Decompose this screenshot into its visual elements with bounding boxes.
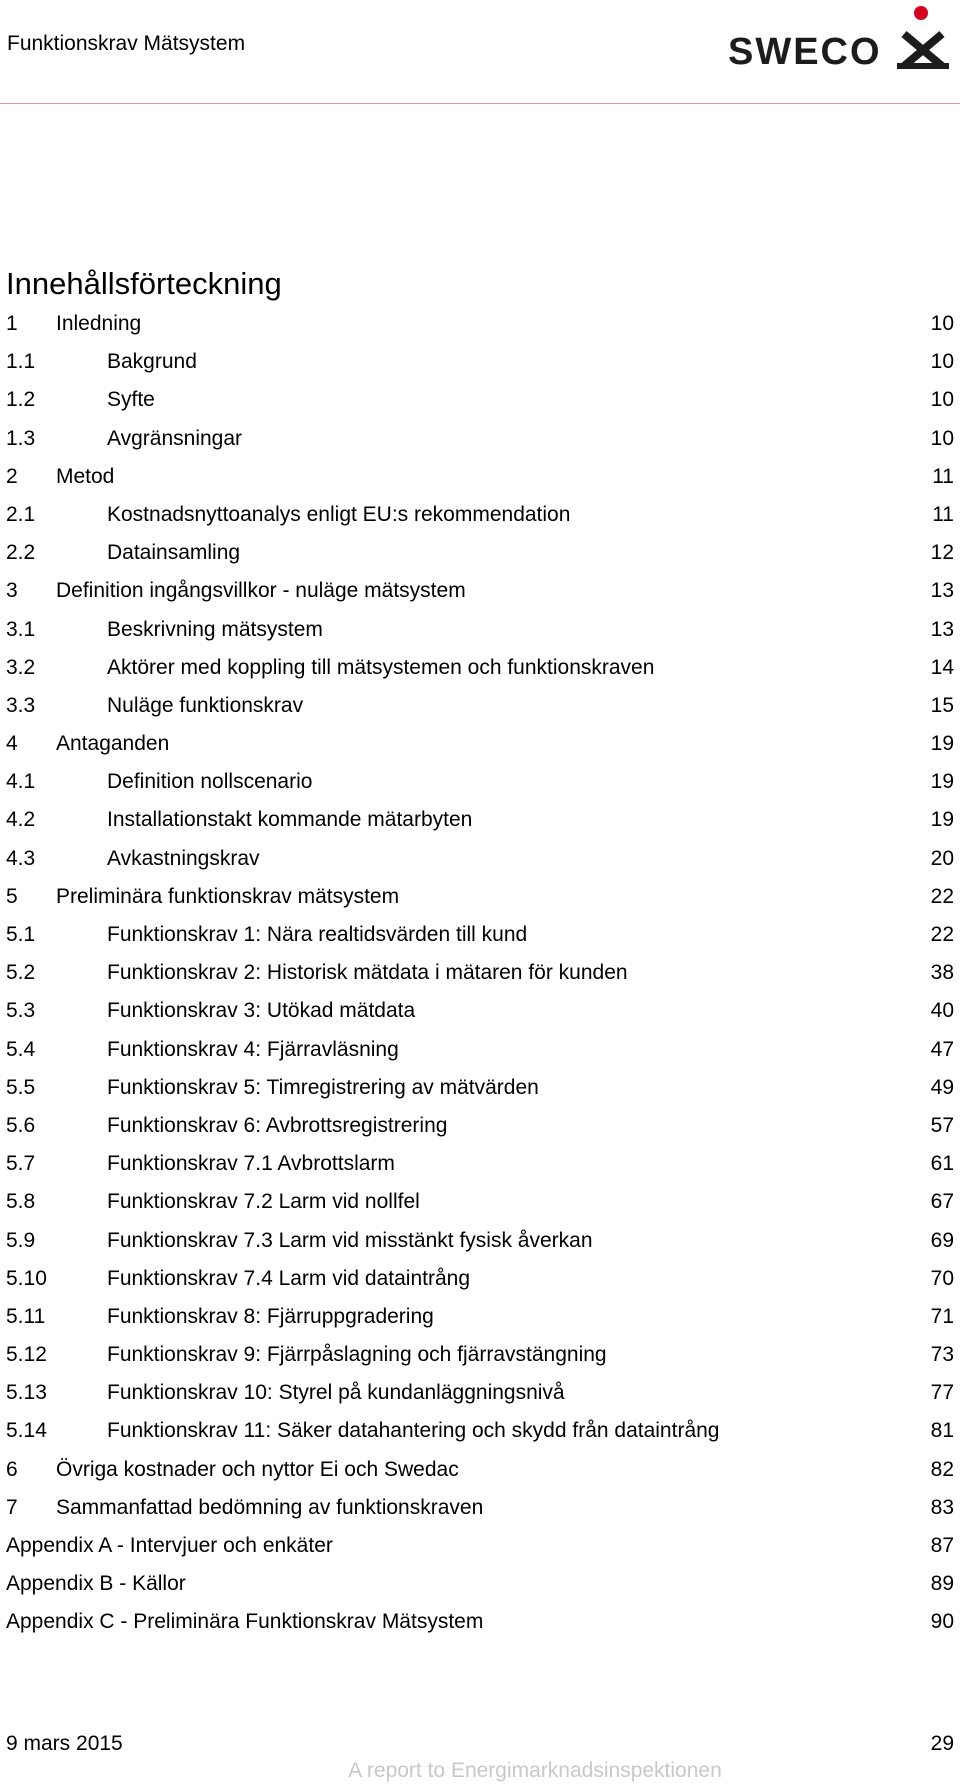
toc-entry-title: Funktionskrav 1: Nära realtidsvärden till kund (107, 923, 528, 946)
toc-entry-number: 2.2 (6, 541, 36, 565)
toc-entry-number: 1.3 (6, 426, 36, 450)
toc-entry-page: 81 (930, 1419, 954, 1443)
toc-entry-title: Funktionskrav 7.2 Larm vid nollfel (107, 1190, 420, 1214)
toc-entry[interactable] (0, 1412, 960, 1450)
footer-page-number: 29 (930, 1732, 954, 1755)
toc-entry-page: 73 (930, 1343, 954, 1367)
toc-entry-page: 13 (930, 617, 954, 641)
toc-entry-number: 2 (6, 464, 18, 488)
toc-entry[interactable] (0, 1451, 960, 1489)
toc-entry[interactable] (0, 916, 960, 954)
toc-entry[interactable] (0, 992, 960, 1030)
toc-entry-page: 13 (930, 579, 954, 603)
toc-entry[interactable] (0, 1145, 960, 1183)
toc-entry-number: 5.6 (6, 1113, 36, 1137)
toc-entry[interactable] (0, 1260, 960, 1298)
toc-entry-title: Funktionskrav 10: Styrel på kundanläggningsnivå (107, 1381, 565, 1405)
toc-entry-page: 10 (930, 388, 954, 412)
toc-entry-page: 15 (930, 693, 954, 717)
toc-entry-number: 3.2 (6, 655, 36, 679)
toc-entry-number: 5 (6, 884, 18, 908)
toc-entry-page: 83 (930, 1495, 954, 1519)
toc-entry-page: 47 (930, 1037, 954, 1061)
toc-entry-page: 61 (930, 1152, 954, 1176)
toc-entry[interactable] (0, 954, 960, 992)
toc-entry[interactable] (0, 381, 960, 419)
toc-entry-page: 10 (930, 312, 954, 335)
toc-entry[interactable] (0, 1222, 960, 1260)
toc-entry[interactable] (0, 420, 960, 458)
toc-entry-page: 19 (930, 732, 954, 756)
toc-entry-number: 5.3 (6, 999, 36, 1023)
toc-entry-number: 1.2 (6, 388, 36, 412)
toc-entry-page: 70 (930, 1266, 954, 1290)
toc-entry-title: Funktionskrav 4: Fjärravläsning (107, 1037, 399, 1061)
toc-entry-page: 40 (930, 999, 954, 1023)
toc-entry-title: Funktionskrav 7.4 Larm vid dataintrång (107, 1266, 471, 1290)
toc-entry-number: 4.2 (6, 808, 36, 832)
toc-entry[interactable] (0, 572, 960, 610)
table-of-contents (0, 305, 960, 1642)
toc-entry-title: Metod (56, 464, 115, 488)
toc-entry-title: Övriga kostnader och nyttor Ei och Swedac (56, 1457, 459, 1481)
toc-entry[interactable] (0, 1031, 960, 1069)
toc-entry[interactable] (0, 840, 960, 878)
toc-entry-title: Appendix B - Källor (6, 1572, 186, 1596)
toc-entry-number: 6 (6, 1457, 18, 1481)
toc-entry-title: Installationstakt kommande mätarbyten (107, 808, 473, 832)
sweco-logo (728, 4, 952, 74)
toc-entry-title: Appendix C - Preliminära Funktionskrav Mätsystem (6, 1610, 484, 1634)
toc-entry-title: Definition nollscenario (107, 770, 313, 794)
toc-entry-number: 2.1 (6, 502, 36, 526)
logo-text: SWECO (728, 31, 882, 73)
toc-entry[interactable] (0, 305, 960, 343)
toc-entry[interactable] (0, 1107, 960, 1145)
toc-entry-page: 12 (930, 541, 954, 565)
toc-entry-page: 57 (930, 1113, 954, 1137)
toc-entry[interactable] (0, 763, 960, 801)
toc-heading: Innehållsförteckning (6, 266, 282, 301)
toc-entry-number: 5.14 (6, 1419, 47, 1443)
toc-entry-number: 3.1 (6, 617, 36, 641)
toc-entry-title: Definition ingångsvillkor - nuläge mätsystem (56, 579, 466, 603)
toc-entry-page: 89 (930, 1572, 954, 1596)
toc-entry-title: Avgränsningar (107, 426, 243, 450)
toc-entry[interactable] (0, 801, 960, 839)
toc-entry-title: Bakgrund (107, 350, 197, 374)
toc-entry-number: 5.8 (6, 1190, 36, 1214)
header-divider (0, 103, 960, 104)
toc-entry-page: 77 (930, 1381, 954, 1405)
toc-entry-number: 5.13 (6, 1381, 47, 1405)
toc-entry-title: Kostnadsnyttoanalys enligt EU:s rekommendation (107, 502, 571, 526)
toc-entry-title: Funktionskrav 2: Historisk mätdata i mätaren för kunden (107, 961, 628, 985)
toc-entry-page: 10 (930, 350, 954, 374)
toc-entry-title: Aktörer med koppling till mätsystemen och funktionskraven (107, 655, 655, 679)
toc-entry[interactable] (0, 458, 960, 496)
toc-entry-page: 19 (930, 770, 954, 794)
toc-entry-number: 4 (6, 732, 18, 756)
toc-entry[interactable] (0, 725, 960, 763)
toc-entry-number: 5.9 (6, 1228, 36, 1252)
toc-entry-title: Avkastningskrav (107, 846, 260, 870)
toc-entry[interactable] (0, 1603, 960, 1641)
toc-entry-title: Appendix A - Intervjuer och enkäter (6, 1534, 333, 1557)
toc-entry-page: 10 (930, 426, 954, 450)
toc-entry-page: 87 (930, 1534, 954, 1557)
toc-entry-title: Funktionskrav 7.1 Avbrottslarm (107, 1152, 395, 1176)
toc-entry-title: Sammanfattad bedömning av funktionskraven (56, 1495, 484, 1519)
footer-date: 9 mars 2015 (6, 1732, 123, 1755)
toc-entry-number: 7 (6, 1495, 18, 1519)
toc-entry-page: 90 (930, 1610, 954, 1634)
toc-entry-number: 1.1 (6, 350, 36, 374)
toc-entry-number: 5.12 (6, 1343, 47, 1367)
toc-entry-title: Nuläge funktionskrav (107, 693, 304, 717)
toc-entry-title: Funktionskrav 6: Avbrottsregistrering (107, 1113, 448, 1137)
toc-entry-page: 82 (930, 1457, 954, 1481)
toc-entry-page: 71 (930, 1304, 954, 1328)
toc-entry[interactable] (0, 687, 960, 725)
toc-entry-title: Funktionskrav 11: Säker datahantering och skydd från dataintrång (107, 1419, 720, 1443)
toc-entry[interactable] (0, 611, 960, 649)
toc-entry-title: Funktionskrav 7.3 Larm vid misstänkt fysisk åverkan (107, 1228, 593, 1252)
footer-note: A report to Energimarknadsinspektionen (348, 1759, 722, 1782)
toc-entry-number: 4.1 (6, 770, 36, 794)
toc-entry-page: 14 (930, 655, 954, 679)
toc-entry-number: 5.5 (6, 1075, 36, 1099)
document-title: Funktionskrav Mätsystem (7, 32, 246, 55)
toc-entry-title: Funktionskrav 5: Timregistrering av mätvärden (107, 1075, 539, 1099)
toc-entry[interactable] (0, 1565, 960, 1603)
toc-entry-title: Funktionskrav 8: Fjärruppgradering (107, 1304, 434, 1328)
toc-entry-title: Beskrivning mätsystem (107, 617, 323, 641)
toc-entry-number: 5.2 (6, 961, 36, 985)
toc-entry[interactable] (0, 649, 960, 687)
toc-entry-page: 49 (930, 1075, 954, 1099)
page-header (0, 0, 960, 104)
toc-entry-page: 22 (930, 923, 954, 946)
toc-entry[interactable] (0, 496, 960, 534)
toc-entry[interactable] (0, 534, 960, 572)
toc-entry[interactable] (0, 1336, 960, 1374)
toc-entry-title: Funktionskrav 9: Fjärrpåslagning och fjärravstängning (107, 1343, 607, 1367)
toc-entry-page: 11 (932, 502, 954, 526)
toc-entry-number: 1 (6, 312, 18, 335)
toc-entry-number: 5.10 (6, 1266, 47, 1290)
toc-entry-title: Inledning (56, 312, 142, 335)
toc-entry-title: Preliminära funktionskrav mätsystem (56, 884, 400, 908)
toc-entry[interactable] (0, 343, 960, 381)
toc-entry-title: Syfte (107, 388, 155, 412)
toc-entry-number: 3.3 (6, 693, 36, 717)
toc-entry-number: 5.1 (6, 923, 36, 946)
toc-entry-title: Funktionskrav 3: Utökad mätdata (107, 999, 416, 1023)
toc-entry-title: Antaganden (56, 732, 170, 756)
toc-entry-number: 5.11 (6, 1304, 46, 1328)
toc-entry[interactable] (0, 1183, 960, 1221)
toc-entry[interactable] (0, 1298, 960, 1336)
toc-entry-number: 5.4 (6, 1037, 36, 1061)
toc-entry-number: 3 (6, 579, 18, 603)
toc-entry-number: 5.7 (6, 1152, 36, 1176)
toc-entry-page: 38 (930, 961, 954, 985)
toc-entry-page: 20 (930, 846, 954, 870)
toc-entry-number: 4.3 (6, 846, 36, 870)
toc-entry[interactable] (0, 1527, 960, 1565)
toc-entry-page: 19 (930, 808, 954, 832)
toc-entry-title: Datainsamling (107, 541, 241, 565)
toc-entry-page: 11 (932, 464, 954, 488)
toc-entry-page: 69 (930, 1228, 954, 1252)
toc-entry[interactable] (0, 1374, 960, 1412)
sweco-mark-icon (894, 4, 952, 70)
toc-entry[interactable] (0, 1489, 960, 1527)
toc-entry[interactable] (0, 1069, 960, 1107)
toc-entry[interactable] (0, 878, 960, 916)
toc-entry-page: 67 (930, 1190, 954, 1214)
toc-entry-page: 22 (930, 884, 954, 908)
